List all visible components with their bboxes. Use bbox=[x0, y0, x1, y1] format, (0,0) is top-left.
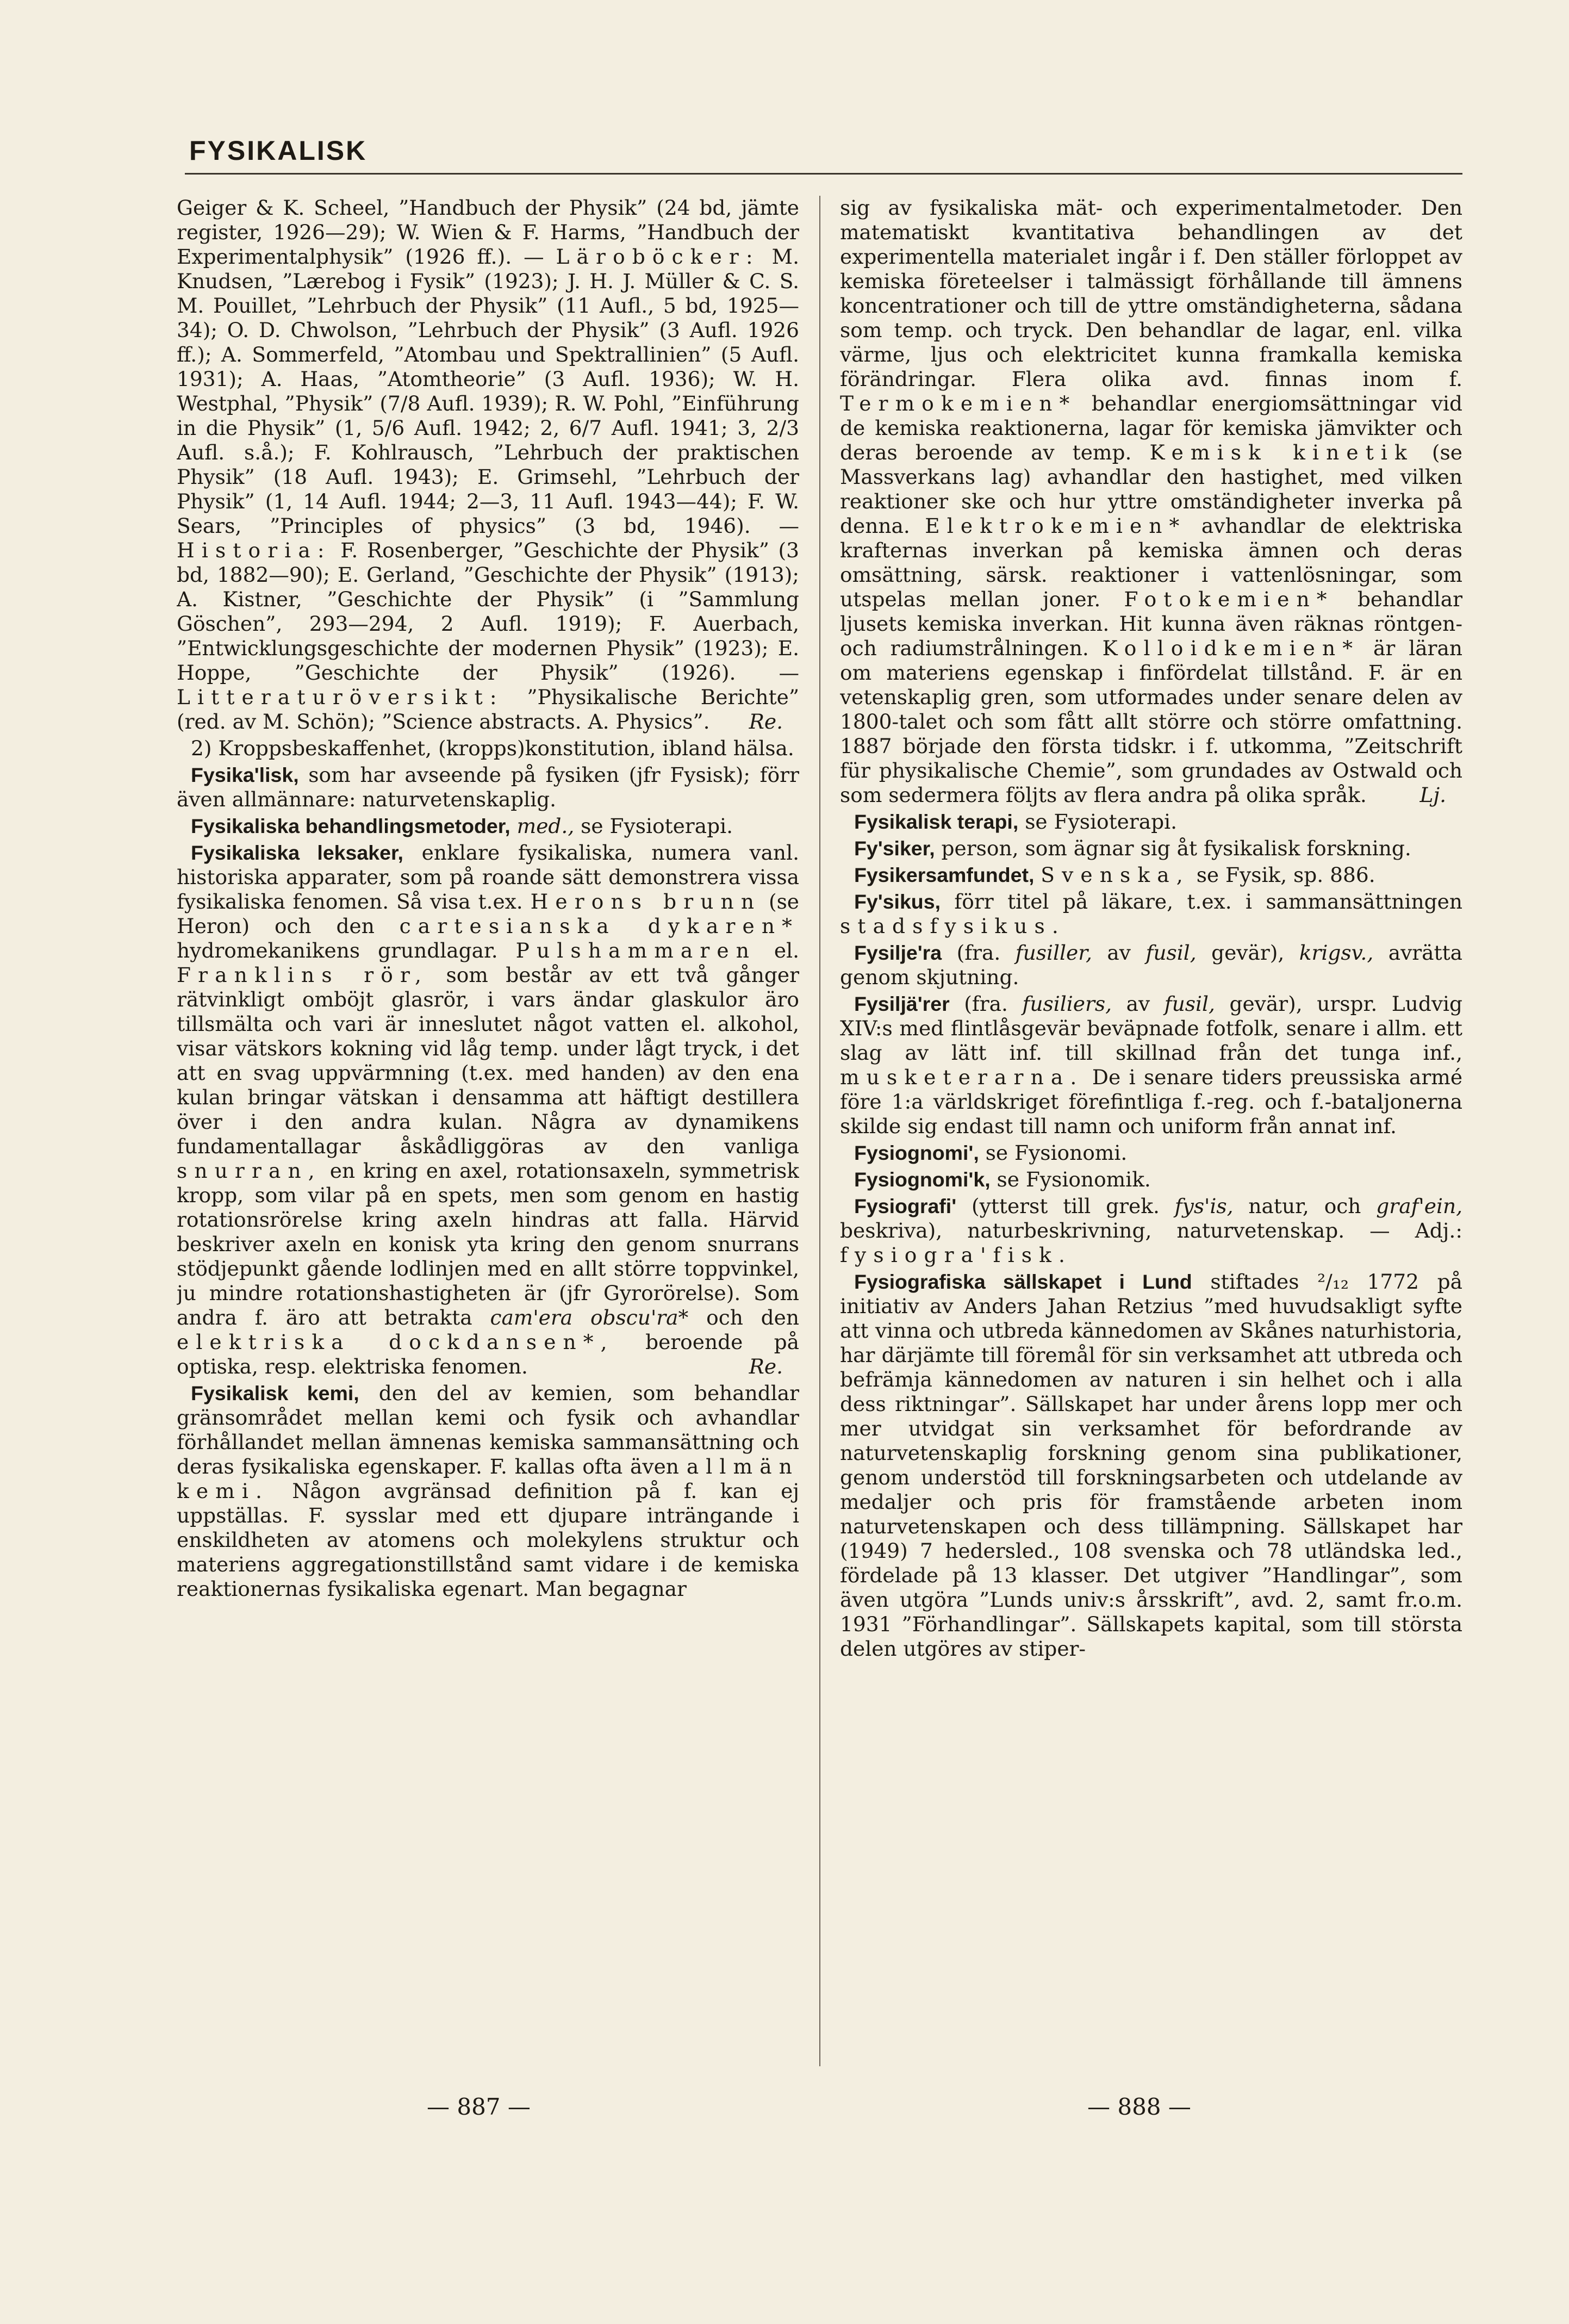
spaced-term: Kolloidkemien* bbox=[1102, 636, 1360, 660]
lit-heading-textbooks: Läroböcker: bbox=[556, 245, 760, 269]
right-column bbox=[840, 196, 1462, 2077]
entry-behandlingsmetoder bbox=[177, 814, 799, 838]
headword: Fysiografi' bbox=[854, 1195, 957, 1217]
entry-text: beskriva), naturbeskrivning, naturvetenskap. — Adj.: bbox=[840, 1219, 1462, 1242]
entry-text: (se Massverkans lag) avhandlar den hastighet, med vilken reaktioner ske och hur yttre omständigheter inverka på denna. bbox=[840, 440, 1462, 538]
headword: Fysikaliska behandlingsmetoder, bbox=[191, 815, 510, 837]
spaced-term: Elektrokemien* bbox=[925, 514, 1187, 538]
entry-text: enklare fysikaliska, numera vanl. historiska apparater, som på roande sätt demonstrera vissa fysikaliska fenomen. Så visa t.ex. bbox=[177, 841, 799, 914]
author-signature: Re. bbox=[749, 1354, 783, 1378]
headword: Fysika'lisk, bbox=[191, 763, 299, 786]
entry-fysiografiska-sallskapet bbox=[840, 1270, 1462, 1661]
spaced-term: Pulshammaren bbox=[515, 939, 757, 962]
lit-heading-history: Historia: bbox=[177, 538, 332, 562]
entry-text: De i senare tiders preussiska armé före 1:a världskriget förefintliga f.-reg. och f.-bataljonerna skilde sig endast till namn och uniform från annat inf. bbox=[840, 1065, 1462, 1138]
entry-kemi bbox=[177, 1381, 799, 1601]
entry-text: (ytterst till grek. bbox=[971, 1194, 1160, 1218]
lit-text-2: M. Knudsen, ”Lærebog i Fysik” (1923); J. H. J. Müller & C. S. M. Pouillet, ”Lehrbuch der Physik” (11 Aufl., 5 bd, 1925—34); O. D. Chwolson, ”Lehrbuch der Physik” (3 Aufl. 1926 ff.); A. Sommerfeld, ”Atombau und Spektrallinien” (5 Aufl. 1931); A. Haas, ”Atomtheorie” (3 Aufl. 1936); W. H. Westphal, ”Physik” (7/8 Aufl. 1939); R. W. Pohl, ”Einführung in die Physik” (1, 5/6 Aufl. 1942; 2, 6/7 Aufl. 1941; 3, 2/3 Aufl. s.å.); F. Kohlrausch, ”Lehrbuch der praktischen Physik” (18 Aufl. 1943); E. Grimsehl, ”Lehrbuch der Physik” (1, 14 Aufl. 1944; 2—3, 11 Aufl. 1943—44); F. W. Sears, ”Principles of physics” (3 bd, 1946). — bbox=[177, 245, 799, 538]
entry-text: se Fysioterapi. bbox=[581, 814, 733, 838]
entry-text: av bbox=[1107, 941, 1131, 965]
headword: Fysikalisk kemi, bbox=[191, 1382, 359, 1405]
entry-fysikalisk bbox=[177, 763, 799, 812]
running-header: FYSIKALISK bbox=[189, 135, 368, 166]
spaced-term: Termokemien* bbox=[840, 392, 1077, 415]
entry-text: (fra. bbox=[956, 941, 1001, 965]
page-number-right: — 888 — bbox=[1087, 2093, 1191, 2120]
italic-term: fys'is, bbox=[1174, 1194, 1234, 1218]
spaced-term: fysiogra'fisk. bbox=[840, 1243, 1072, 1267]
entry-text: förr titel på läkare, t.ex. i sammansättningen bbox=[954, 890, 1462, 914]
sense-2-paragraph: 2) Kroppsbeskaffenhet, (kropps)konstitution, ibland hälsa. bbox=[191, 736, 794, 760]
entry-fysiljera bbox=[840, 941, 1462, 990]
entry-fysiognomi bbox=[840, 1141, 1462, 1165]
italic-term: krigsv., bbox=[1299, 941, 1374, 965]
italic-term: fusiliers, bbox=[1022, 992, 1112, 1016]
headword: Fysikaliska leksaker, bbox=[191, 841, 403, 864]
headword: Fysilje'ra bbox=[854, 941, 942, 964]
italic-term: fusiller, bbox=[1015, 941, 1092, 965]
spaced-term: cartesianska dykaren* bbox=[399, 914, 799, 938]
entry-text: (se Heron) och den bbox=[177, 890, 799, 938]
spaced-term: Kemisk kinetik bbox=[1149, 440, 1414, 464]
entry-text: Någon avgränsad definition på f. kan ej uppställas. F. sysslar med ett djupare inträngande i enskildheten av atomens och molekylens struktur och materiens aggregationstillstånd samt vidare i de kemiska reaktionernas fysikaliska egenart. Man begagnar bbox=[177, 1479, 799, 1601]
headword: Fysiografiska sällskapet i Lund bbox=[854, 1270, 1192, 1293]
entry-terapi bbox=[840, 810, 1462, 834]
entry-leksaker bbox=[177, 841, 799, 1379]
entry-text: stiftades ²/₁₂ 1772 på initiativ av Anders Jahan Retzius ”med huvudsakligt syfte att vinna och utbreda kännedomen av Skånes naturhistoria, har därjämte till föremål för sin verksamhet att utbreda och befrämja kännedomen av naturen i sin helhet och i alla dess riktningar”. Sällskapet har under årens lopp mer och mer utvidgat sin verksamhet för befordrande av naturvetenskaplig forskning genom sina publikationer, genom understöd till forskningsarbeten och utdelande av medaljer och pris för framstående arbeten inom naturvetenskapen och dess tillämpning. Sällskapet har (1949) 7 hedersled., 108 svenska och 78 utländska led., fördelade på 13 klasser. Det utgiver ”Handlingar”, som även utgöra ”Lunds univ:s årsskrift”, avd. 2, samt fr.o.m. 1931 ”Förhandlingar”. Sällskapets kapital, som till största delen utgöres av stiper- bbox=[840, 1270, 1462, 1661]
entry-fysiognomik bbox=[840, 1167, 1462, 1192]
spaced-term: elektriska dockdansen*, bbox=[177, 1330, 614, 1354]
spaced-term: musketerarna. bbox=[840, 1065, 1084, 1089]
spaced-term: allmän kemi. bbox=[177, 1455, 799, 1503]
entry-text: behandlar energiomsättningar vid de kemiska reaktionerna, lagar för kemiska jämvikter och deras beroende av temp. bbox=[840, 392, 1462, 464]
entry-text: är läran om materiens egenskap i finfördelat tillstånd. F. är en vetenskaplig gren, som utformades under senare delen av 1800-talet och som fått allt större och större omfattning. 1887 började den första tidskr. i f. utkomma, ”Zeitschrift für physikalische Chemie”, som grundades av Ostwald och som sedermera följts av flera andra på olika språk. bbox=[840, 636, 1462, 807]
entry-text: behandlar ljusets kemiska inverkan. Hit kunna även räknas röntgen- och radiumstrålningen. bbox=[840, 587, 1462, 660]
entry-text: sig av fysikaliska mät- och experimentalmetoder. Den matematiskt kvantitativa behandlingen av det experimentella materialet ingår i f. Den ställer förloppet av kemiska företeelser i talmässigt förhållande till ämnens koncentrationer och till de yttre omständigheterna, sådana som temp. och tryck. Den behandlar de lagar, enl. vilka värme, ljus och elektricitet kunna framkalla kemiska förändringar. Flera olika avd. finnas inom f. bbox=[840, 196, 1462, 391]
spaced-term: stadsfysikus. bbox=[840, 914, 1066, 938]
entry-text: av bbox=[1126, 992, 1150, 1016]
entry-text: och den bbox=[706, 1306, 799, 1329]
headword: Fysiljä'rer bbox=[854, 992, 950, 1015]
header-rule bbox=[185, 173, 1462, 175]
lit-text-4: ”Physikalische Berichte” (red. av M. Schön); ”Science abstracts. A. Physics”. bbox=[177, 685, 799, 734]
entry-text: hydromekanikens grundlagar. bbox=[177, 939, 498, 962]
entry-text: avhandlar de elektriska krafternas inverkan på kemiska ämnen och deras omsättning, särsk. reaktioner i vattenlösningar, som utspelas mellan joner. bbox=[840, 514, 1462, 611]
lit-heading-overview: Litteraturöversikt: bbox=[177, 685, 504, 709]
italic-term: fusil, bbox=[1164, 992, 1215, 1016]
lit-text-3: F. Rosenberger, ”Geschichte der Physik” (3 bd, 1882—90); E. Gerland, ”Geschichte der Physik” (1913); A. Kistner, ”Geschichte der Physik” (i ”Sammlung Göschen”, 293—294, 2 Aufl. 1919); F. Auerbach, ”Entwicklungsgeschichte der modernen Physik” (1923); E. Hoppe, ”Geschichte der Physik” (1926). — bbox=[177, 538, 799, 685]
entry-text: natur, och bbox=[1248, 1194, 1361, 1218]
headword: Fy'siker, bbox=[854, 837, 935, 860]
spaced-term: Herons brunn bbox=[530, 890, 762, 914]
entry-text: se Fysionomik. bbox=[997, 1167, 1151, 1191]
entry-text: el. bbox=[774, 939, 799, 962]
literature-paragraph bbox=[177, 196, 799, 734]
page-number-left: — 887 — bbox=[427, 2093, 531, 2120]
spaced-term: Svenska, bbox=[1041, 863, 1190, 887]
headword: Fysiognomi'k, bbox=[854, 1168, 991, 1191]
headword: Fy'sikus, bbox=[854, 890, 941, 913]
entry-fysikus bbox=[840, 890, 1462, 939]
domain-label: med., bbox=[516, 814, 575, 838]
entry-fysiljarer bbox=[840, 992, 1462, 1139]
entry-text: se Fysionomi. bbox=[985, 1141, 1128, 1165]
entry-fysiografi bbox=[840, 1194, 1462, 1267]
entry-text: gevär), bbox=[1211, 941, 1285, 965]
entry-text: se Fysioterapi. bbox=[1025, 810, 1178, 834]
lit-text-1: Geiger & K. Scheel, ”Handbuch der Physik” (24 bd, jämte register, 1926—29); W. Wien & F. Harms, ”Handbuch der Experimentalphysik” (1926 ff.). — bbox=[177, 196, 799, 269]
headword: Fysikersamfundet, bbox=[854, 863, 1035, 886]
entry-text: (fra. bbox=[964, 992, 1008, 1016]
spaced-term: Franklins rör, bbox=[177, 963, 428, 987]
kemi-continuation bbox=[840, 196, 1462, 807]
headword: Fysikalisk terapi, bbox=[854, 810, 1019, 833]
entry-text: en kring en axel, rotationsaxeln, symmetrisk kropp, som vilar på en spets, men som genom en hastig rotationsrörelse kring axeln hindras att falla. Härvid beskriver axeln en konisk yta kring den genom snurrans stödjepunkt gående lodlinjen med en allt större toppvinkel, ju mindre rotationshastigheten är (jfr Gyrorörelse). Som andra f. äro att betrakta bbox=[177, 1159, 799, 1329]
spaced-term: Fotokemien* bbox=[1124, 587, 1334, 611]
author-signature: Re. bbox=[749, 710, 783, 734]
entry-text: person, som ägnar sig åt fysikalisk forskning. bbox=[941, 836, 1411, 860]
headword: Fysiognomi', bbox=[854, 1141, 979, 1164]
entry-text: se Fysik, sp. 886. bbox=[1196, 863, 1375, 887]
entry-text: avrätta genom skjutning. bbox=[840, 941, 1462, 989]
left-column bbox=[177, 196, 799, 2077]
spaced-term: snurran, bbox=[177, 1159, 322, 1183]
entry-fysikersamfundet bbox=[840, 863, 1462, 887]
italic-term: fusil, bbox=[1145, 941, 1197, 965]
author-signature: Lj. bbox=[1419, 783, 1446, 807]
column-divider bbox=[819, 196, 820, 2066]
entry-text: gevär), urspr. Ludvig XIV:s med flintlåsgevär beväpnade fotfolk, senare i allm. ett slag av lätt inf. till skillnad från det tunga inf., bbox=[840, 992, 1462, 1065]
entry-text: som har avseende på fysiken (jfr Fysisk); förr även allmännare: naturvetenskaplig. bbox=[177, 763, 799, 811]
entry-text: den del av kemien, som behandlar gränsområdet mellan kemi och fysik och avhandlar förhållandet mellan ämnenas kemiska sammansättning och deras fysikaliska egenskaper. F. kallas ofta även bbox=[177, 1381, 799, 1478]
entry-text: beroende på optiska, resp. elektriska fenomen. bbox=[177, 1330, 799, 1378]
italic-term: cam'era obscu'ra* bbox=[490, 1306, 689, 1329]
entry-fysiker bbox=[840, 836, 1462, 861]
italic-term: graf'ein, bbox=[1376, 1194, 1462, 1218]
entry-text: som består av ett två gånger rätvinkligt omböjt glasrör, i vars ändar glaskulor äro tillsmälta och vari är inneslutet något vatten el. alkohol, visar vätskors kokning vid låg temp. under lågt tryck, i det att en svag uppvärmning (t.ex. med handen) av den ena kulan bringar vätskan i densamma att häftigt destillera över i den andra kulan. Några av dynamikens fundamentallagar åskådliggöras av den vanliga bbox=[177, 963, 799, 1158]
